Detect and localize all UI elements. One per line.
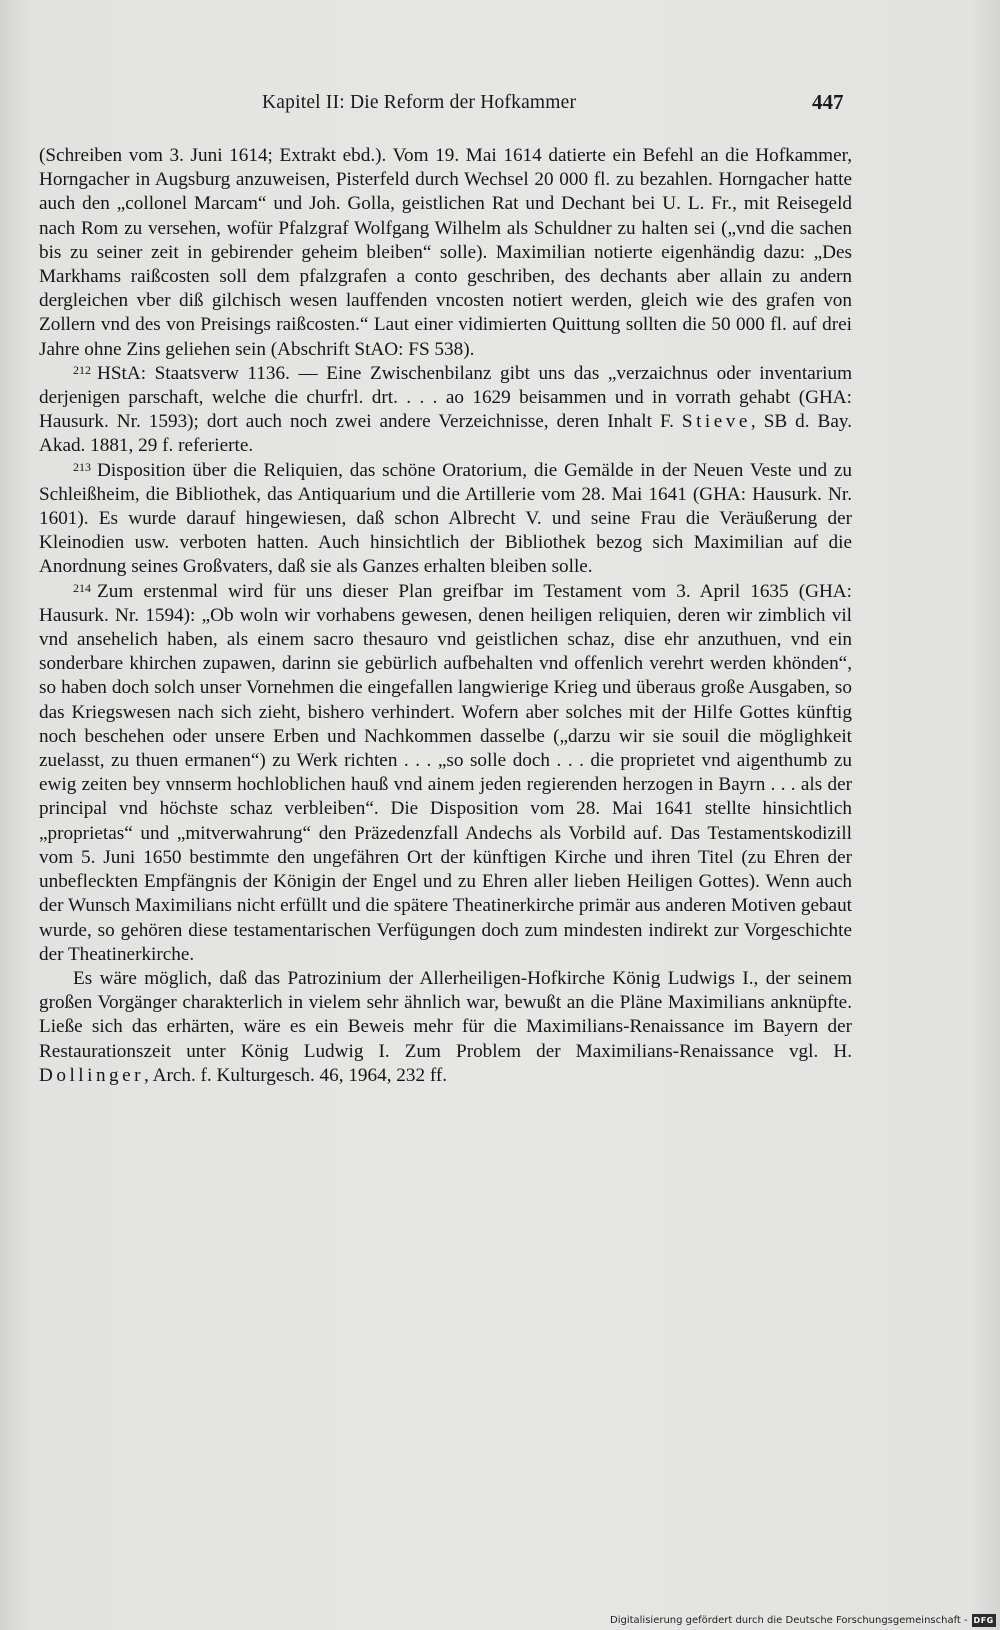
footnote-text: Disposition über die Reliquien, das schöne Oratorium, die Gemälde in der Neuen Veste und zu Schleißheim, die Bibliothek, das Antiquarium und die Artillerie vom 28. Mai 1641 (GHA: Hausurk. Nr. 1601). Es wurde darauf hingewiesen, daß schon Albrecht V. und seine Frau die Veräußerung der Kleinodien usw. verboten hatten. Auch hinsichtlich der Bibliothek bezog sich Maximilian auf die Anordnung seines Großvaters, daß sie als Ganzes erhalten bleiben solle. xyxy=(39,459,852,578)
page-number: 447 xyxy=(812,90,844,114)
footnote-number: 213 xyxy=(73,459,91,474)
footnote-214 xyxy=(39,580,852,967)
running-head: Kapitel II: Die Reform der Hofkammer xyxy=(262,92,577,113)
footnote-text: , Arch. f. Kulturgesch. 46, 1964, 232 ff. xyxy=(144,1064,448,1086)
footer-credit: Digitalisierung gefördert durch die Deutsche Forschungsgemeinschaft - xyxy=(610,1615,968,1626)
footnote-213 xyxy=(39,459,852,580)
footnote-number: 214 xyxy=(73,580,91,595)
author-name: Stieve xyxy=(681,411,751,433)
footnote-text: Es wäre möglich, daß das Patrozinium der Allerheiligen-Hofkirche König Ludwigs I., der seinem großen Vorgänger charakterlich in vielem sehr ähnlich war, bewußt an die Pläne Maximilians anknüpfte. Ließe sich das erhärten, wäre es ein Beweis mehr für die Maximilians-Renaissance im Bayern der Restaurationszeit unter König Ludwig I. Zum Problem der Maximilians-Renaissance vgl. H. xyxy=(39,967,852,1062)
digitization-footer xyxy=(610,1613,996,1628)
footnote-text: , SB d. Bay. Akad. 1881, 29 f. referierte. xyxy=(39,411,853,457)
dfg-logo-icon: DFG xyxy=(973,1616,994,1625)
footnotes-body xyxy=(39,144,852,1088)
footnote-text: Zum erstenmal wird für uns dieser Plan greifbar im Testament vom 3. April 1635 (GHA: Hausurk. Nr. 1594): „Ob woln wir vorhabens gewesen, denen heiligen reliquien, deren wir zimblich vil vnd ansehelich haben, als einem sacro thesauro vnd geistlichen schaz, dise ehr anzuthuen, vnd ein sonderbare khirchen zupawen, darinn sie gebürlich aufbehalten vnd offenlich verehrt werden khönden“, so haben doch solch unser Vornehmen die eingefallen langwierige Krieg und überaus große Ausgaben, so das Kriegswesen nach sich zieht, bishero verhindert. Wofern aber solches mit der Hilfe Gottes künftig noch beschehen oder unsere Erben und Nachkommen dasselbe („darzu wir sie souil die möglighkeit zuelasst, zu thuen ermanen“) zu Werk richten . . . „so solle doch . . . die proprietet vnd aigenthumb zu ewig zeiten bey vnnserm hochloblichen hauß vnd ainem jeden regierenden herzogen in Bayrn . . . als der principal vnd höchste schaz verbleiben“. Die Disposition vom 28. Mai 1641 stellte hinsichtlich „proprietas“ und „mitverwahrung“ den Präzedenzfall Andechs als Vorbild auf. Das Testamentskodizill vom 5. Juni 1650 bestimmte den ungefähren Ort der künftigen Kirche und ihren Titel (zu Ehren der unbefleckten Empfängnis der Königin der Engel und zu Ehren aller lieben Heiligen Gottes). Wenn auch der Wunsch Maximilians nicht erfüllt und die spätere Theatinerkirche primär aus anderen Motiven gebaut wurde, so gehören diese testamentarischen Verfügungen doch zum mindesten indirekt zur Vorgeschichte der Theatinerkirche. xyxy=(39,580,852,965)
footnote-211-continuation: (Schreiben vom 3. Juni 1614; Extrakt ebd.). Vom 19. Mai 1614 datierte ein Befehl an die Hofkammer, Horngacher in Augsburg anzuweisen, Pisterfeld durch Wechsel 20 000 fl. zu bezahlen. Horngacher hatte auch den „collonel Marcam“ und Joh. Golla, geistlichen Rat und Dechant bei U. L. Fr., mit Reisegeld nach Rom zu versehen, wofür Pfalzgraf Wolfgang Wilhelm als Schuldner zu halten sei („vnd die sachen bis zu seiner zeit in gebirender geheim bleiben“ solle). Maximilian notierte eigenhändig dazu: „Des Markhams raißcosten soll dem pfalzgrafen a conto geschriben, des dechants aber allain zu andern dergleichen vber diß gilchisch wesen lauffenden vncosten notiert werden, gleich wie des grafen von Zollern vnd des von Preisings raißcosten.“ Laut einer vidimierten Quittung sollten die 50 000 fl. auf drei Jahre ohne Zins geliehen sein (Abschrift StAO: FS 538). xyxy=(39,145,852,360)
author-name: Dollinger xyxy=(39,1064,145,1086)
footnote-212 xyxy=(39,362,852,459)
footnote-214-paragraph xyxy=(39,967,852,1088)
footnote-number: 212 xyxy=(73,362,91,377)
footnote-text: HStA: Staatsverw 1136. — Eine Zwischenbilanz gibt uns das „verzaichnus oder inventarium derjenigen parschaft, welche die churfrl. drt. . . . ao 1629 beisammen und in vorrath gehabt (GHA: Hausurk. Nr. 1593); dort auch noch zwei andere Verzeichnisse, deren Inhalt F. xyxy=(39,362,852,433)
